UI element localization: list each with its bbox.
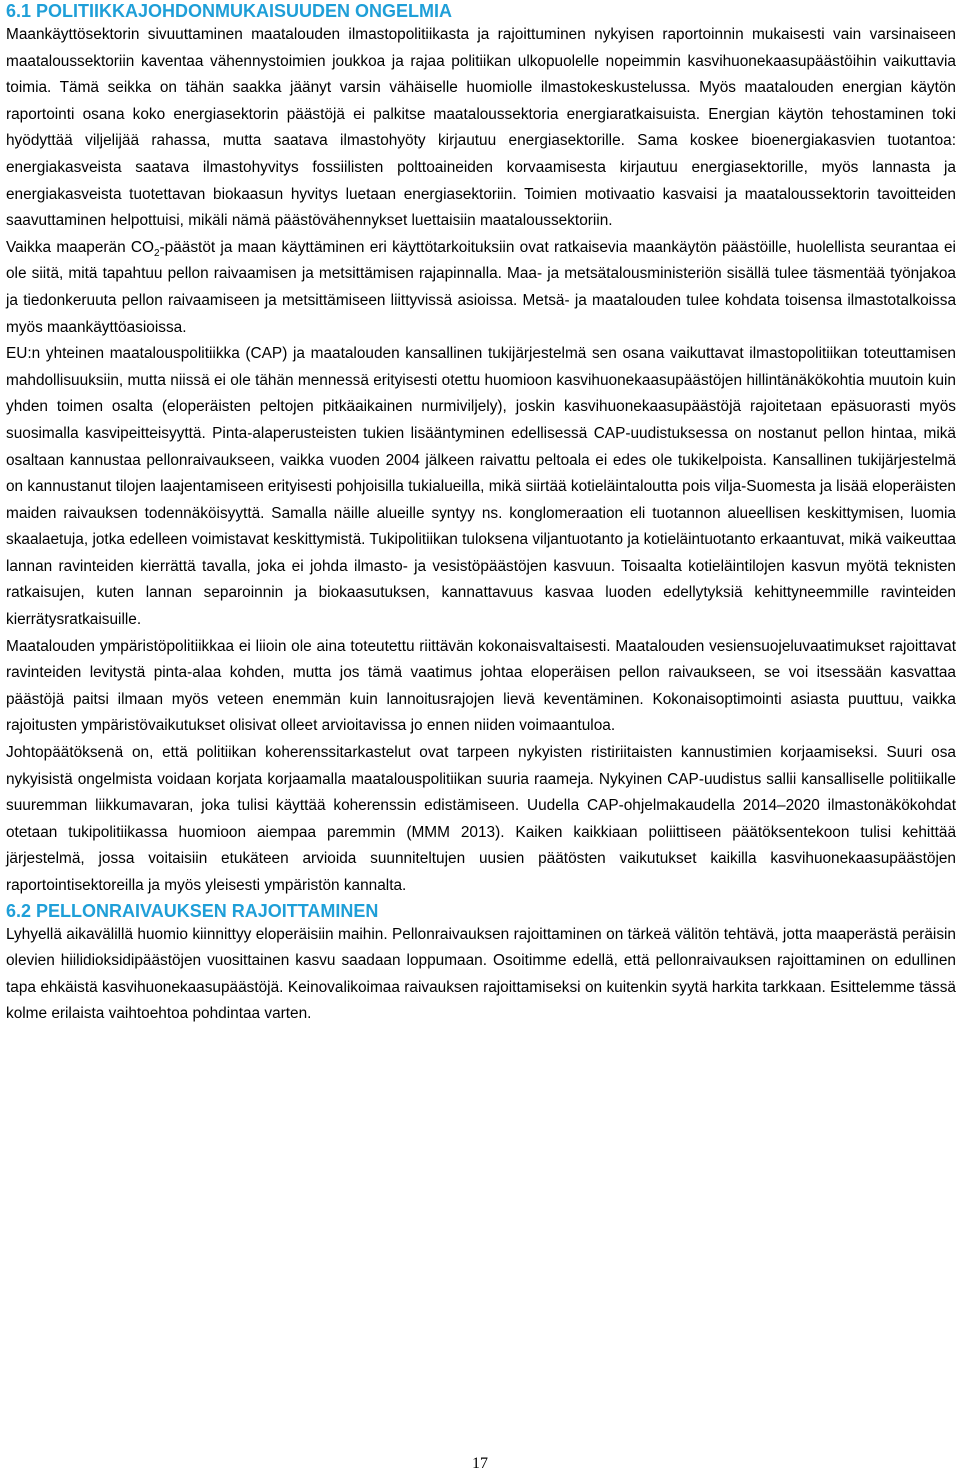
paragraph-co2-soil [6, 235, 956, 341]
page-number: 17 [472, 1455, 488, 1472]
paragraph-cap: EU:n yhteinen maatalouspolitiikka (CAP) ja maatalouden kansallinen tukijärjestelmä sen osana vaikuttavat ilmastopolitiikan toteuttamisen mahdollisuuksiin, mutta niissä ei ole tähän mennessä erityisesti otettu huomioon kasvihuonekaasupäästöjen hillintänäkökohtia muutoin kuin yhden toimen osalta (eloperäisten peltojen pitkäaikainen nurmiviljely), joskin kasvihuonekaasupäästöjä rajoitetaan epäsuorasti myös suosimalla kasvipeitteisyyttä. Pinta-alaperusteisten tukien lisääntyminen edellisessä CAP-uudistuksessa on nostanut pellon hintaa, mikä osaltaan kannustaa pellonraivaukseen, vaikka vuoden 2004 jälkeen raivattu peltoala ei edes ole tukikelpoista. Kansallinen tukijärjestelmä on kannustanut tilojen laajentamiseen erityisesti pohjoisilla tukialueilla, mikä siirtää kotieläintaloutta pois vilja-Suomesta ja lisää eloperäisten maiden raivauksen todennäköisyyttä. Samalla näille alueille syntyy ns. konglomeraation eli tuotannon alueellisen keskittymisen, luomia skaalaetuja, jotka edelleen voimistavat keskittymistä. Tukipolitiikan tuloksena viljantuotanto ja kotieläintuotanto erkaantuvat, mikä vaikeuttaa lannan ravinteiden kierrättä tavalla, joka ei johda ilmasto- ja vesistöpäästöjen kasvuun. Toisaalta kotieläintilojen kasvun myötä teknisten ratkaisujen, kuten lannan separoinnin ja biokaasutuksen, kannattavuus kasvaa luoden edellytyksiä kehittyneemmille ravinteiden kierrätysratkaisuille. [6, 345, 956, 629]
paragraph-environmental-policy: Maatalouden ympäristöpolitiikkaa ei liioin ole aina toteutettu riittävän kokonaisvaltaisesti. Maatalouden vesiensuojeluvaatimukset rajoittavat ravinteiden levitystä pinta-alaa kohden, mutta jos tämä vaatimus johtaa eloperäisen pellon raivaukseen, se voi itsessään kasvattaa päästöjä paitsi ilmaan myös veteen enemmän kuin lannoitusrajojen lievä keventäminen. Kokonaisoptimointi asiasta puuttuu, vaikka rajoitusten ympäristövaikutukset olisivat olleet arvioitavissa jo ennen niiden voimaantuloa. [6, 637, 956, 735]
co2-subscript: 2 [153, 247, 160, 259]
document-page [6, 0, 956, 1028]
paragraph-clearing-restriction: Lyhyellä aikavälillä huomio kiinnittyy eloperäisiin maihin. Pellonraivauksen rajoittaminen on tärkeä välitön tehtävä, jotta maaperästä peräisin olevien hiilidioksidipäästöjen vuosittainen kasvu saadaan loppumaan. Osoitimme edellä, että pellonraivauksen rajoittaminen on edullinen tapa ehkäistä kasvihuonekaasupäästöjä. Keinovalikoimaa raivauksen rajoittamiseksi on kuitenkin syytä harkita tarkkaan. Esittelemme tässä kolme erilaista vaihtoehtoa pohdintaa varten. [6, 925, 956, 1023]
section-heading-6-2: 6.2 PELLONRAIVAUKSEN RAJOITTAMINEN [6, 900, 379, 921]
co2-text-before: Vaikka maaperän CO [6, 238, 154, 256]
co2-text-after: -päästöt ja maan käyttäminen eri käyttötarkoituksiin ovat ratkaisevia maankäytön päästöille, huolellista seurantaa ei ole siitä, mitä tapahtuu pellon raivaamisen ja metsittämisen rajapinnalla. Maa- ja metsätalousministeriön sisällä tulee täsmentää työnjakoa ja tiedonkeruuta pellon raivaamiseen ja metsittämiseen liittyvissä asioissa. Metsä- ja maatalouden tulee kohdata toisensa ilmastotalkoissa myös maankäyttöasioissa. [6, 238, 956, 336]
paragraph-conclusion: Johtopäätöksenä on, että politiikan koherenssitarkastelut ovat tarpeen nykyisten ristiriitaisten kannustimien korjaamiseksi. Suuri osa nykyisistä ongelmista voidaan korjata korjaamalla maatalouspolitiikan suuria raameja. Nykyinen CAP-uudistus sallii kansalliselle politiikalle suuremman liikkumavaran, joka tulisi käyttää koherenssin edistämiseen. Uudella CAP-ohjelmakaudella 2014–2020 ilmastonäkökohdat otetaan tukipolitiikassa huomioon aiempaa paremmin (MMM 2013). Kaiken kaikkiaan poliittiseen päätöksentekoon tulisi kehittää järjestelmä, jossa voitaisiin etukäteen arvioida suunniteltujen uusien päätösten vaikutukset kaikilla kasvihuonekaasupäästöjen raportointisektoreilla ja myös yleisesti ympäristön kannalta. [6, 744, 956, 894]
paragraph-reporting: Maankäyttösektorin sivuuttaminen maatalouden ilmastopolitiikasta ja rajoittuminen nykyisen raportoinnin mukaisesti vain varsinaiseen maataloussektoriin kaventaa vähennystoimien joukkoa ja rajaa politiikan ulkopuolelle nopeimmin kasvihuonekaasupäästöihin vaikuttavia toimia. Tämä seikka on tähän saakka jäänyt varsin vähäiselle huomiolle ilmastokeskustelussa. Myös maatalouden energian käytön raportointi osana koko energiasektorin päästöjä ei palkitse maataloussektoria energiaratkaisuista. Energian käytön tehostaminen toki hyödyttää viljelijää rahassa, mutta saatava ilmastohyöty kirjautuu energiasektorille. Sama koskee bioenergiakasvien tuotantoa: energiakasveista saatava ilmastohyvitys fossiilisten polttoaineiden korvaamisesta kirjautuu energiasektorille, myös lannasta ja energiakasveista tuotettavan biokaasun hyvitys luetaan energiasektoriin. Toimien motivaatio kasvaisi ja maataloussektorin tavoitteiden saavuttaminen helpottuisi, mikäli nämä päästövähennykset luettaisiin maataloussektoriin. [6, 26, 956, 230]
section-heading-6-1: 6.1 POLITIIKKAJOHDONMUKAISUUDEN ONGELMIA [6, 1, 453, 21]
